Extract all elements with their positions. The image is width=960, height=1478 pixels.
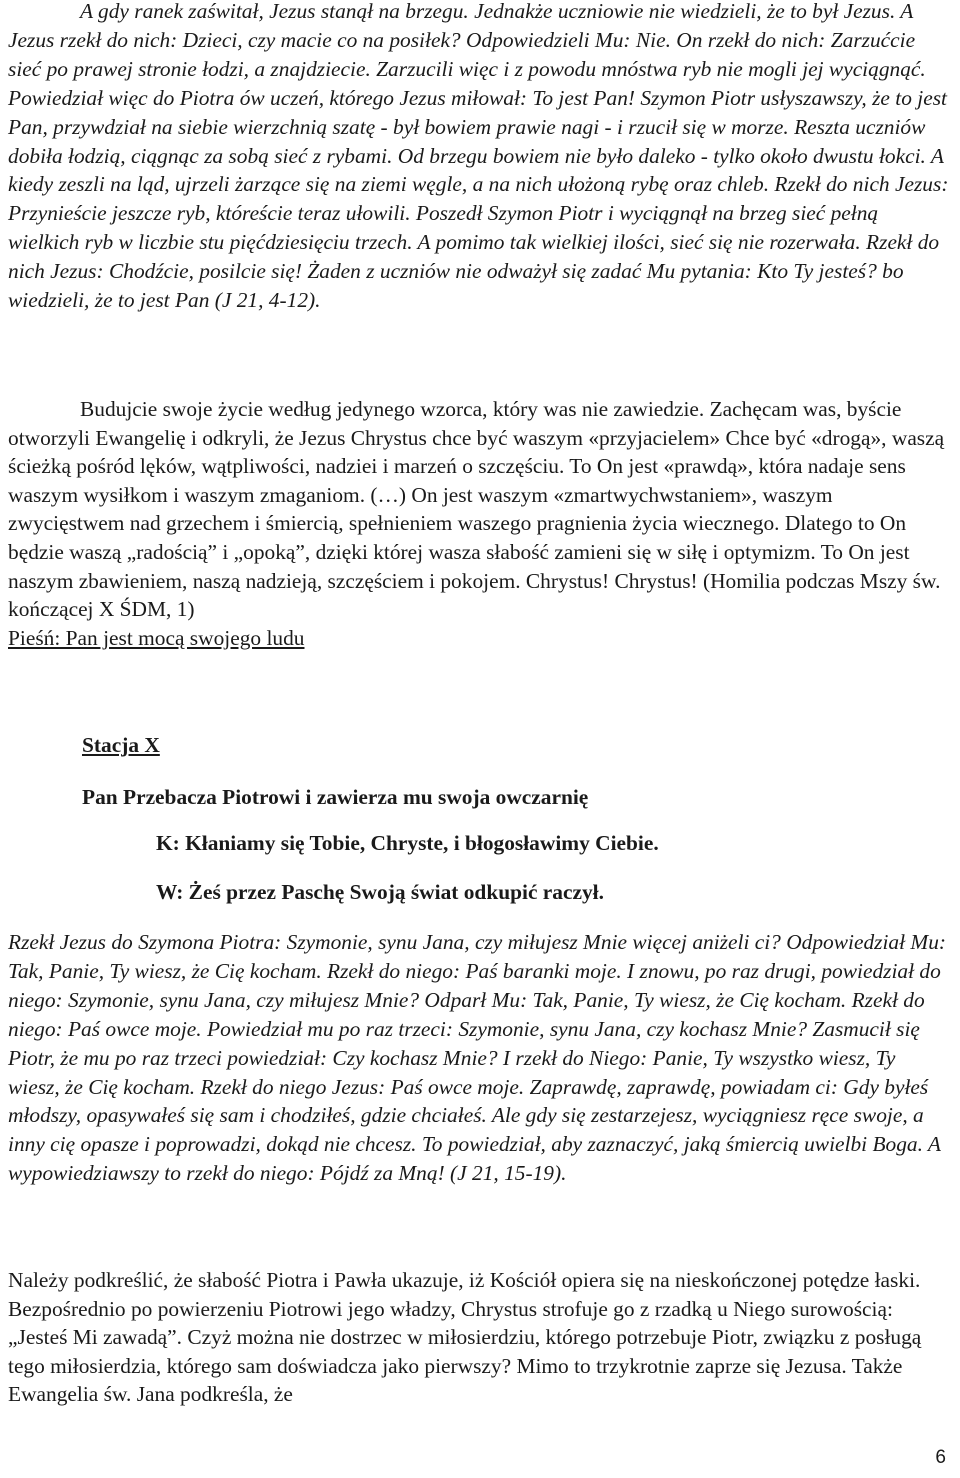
gospel-passage-2 [8, 928, 952, 1188]
gospel-passage-1 [8, 0, 952, 315]
gospel-passage-2-text: Rzekł Jezus do Szymona Piotra: Szymonie, synu Jana, czy miłujesz Mnie więcej aniżeli ci? Odpowiedział Mu: Tak, Panie, Ty wiesz, że Cię kocham. Rzekł do niego: Paś baranki moje. I znowu, po raz drugi, powiedział do niego: Szymonie, synu Jana, czy miłujesz Mnie? Odparł Mu: Tak, Panie, Ty wiesz, że Cię kocham. Rzekł do niego: Paś owce moje. Powiedział mu po raz trzeci: Szymonie, synu Jana, czy kochasz Mnie? Zasmucił się Piotr, że mu po raz trzeci powiedział: Czy kochasz Mnie? I rzekł do Niego: Panie, Ty wszystko wiesz, Ty wiesz, że Cię kocham. Rzekł do niego Jezus: Paś owce moje. Zaprawdę, zaprawdę, powiadam ci: Gdy byłeś młodszy, opasywałeś się sam i chodziłeś, gdzie chciałeś. Ale gdy się zestarzejesz, wyciągniesz ręce swoje, a inny cię opasze i poprowadzi, dokąd nie chcesz. To powiedział, aby zaznaczyć, jaką śmiercią uwielbi Boga. A wypowiedziawszy to rzekł do niego: Pójdź za Mną! (J 21, 15-19). [8, 930, 947, 1186]
response-w: W: Żeś przez Paschę Swoją świat odkupić raczył. [156, 880, 604, 904]
response-k: K: Kłaniamy się Tobie, Chryste, i błogosławimy Ciebie. [156, 831, 659, 855]
page-number: 6 [935, 1447, 946, 1468]
gospel-passage-1-text: A gdy ranek zaświtał, Jezus stanął na brzegu. Jednakże uczniowie nie wiedzieli, że to był Jezus. A Jezus rzekł do nich: Dzieci, czy macie co na posiłek? Odpowiedzieli Mu: Nie. On rzekł do nich: Zarzućcie sieć po prawej stronie łodzi, a znajdziecie. Zarzucili więc i z powodu mnóstwa ryb nie mogli jej wyciągnąć. Powiedział więc do Piotra ów uczeń, którego Jezus miłował: To jest Pan! Szymon Piotr usłyszawszy, że to jest Pan, przywdział na siebie wierzchnią szatę - był bowiem prawie nagi - i rzucił się w morze. Reszta uczniów dobiła łodzią, ciągnąc za sobą sieć z rybami. Od brzegu bowiem nie było daleko - tylko około dwustu łokci. A kiedy zeszli na ląd, ujrzeli żarzące się na ziemi węgle, a na nich ułożoną rybę oraz chleb. Rzekł do nich Jezus: Przynieście jeszcze ryb, któreście teraz ułowili. Poszedł Szymon Piotr i wyciągnął na brzeg sieć pełną wielkich ryb w liczbie stu pięćdziesięciu trzech. A pomimo tak wielkiej ilości, sieć się nie rozerwała. Rzekł do nich Jezus: Chodźcie, posilcie się! Żaden z uczniów nie odważył się zadać Mu pytania: Kto Ty jesteś? bo wiedzieli, że to jest Pan (J 21, 4-12). [8, 0, 949, 313]
homily-paragraph-1 [8, 395, 952, 652]
homily-1-text: Budujcie swoje życie według jedynego wzorca, który was nie zawiedzie. Zachęcam was, byście otworzyli Ewangelię i odkryli, że Jezus Chrystus chce być waszym «przyjacielem» Chce być «drogą», waszą ścieżką pośród lęków, wątpliwości, nadziei i marzeń o szczęściu. To On jest «prawdą», która nadaje sens waszym wysiłkom i waszym zmaganiom. (…) On jest waszym «zmartwychwstaniem», waszym zwycięstwem nad grzechem i śmiercią, spełnieniem waszego pragnienia życia wiecznego. Dlatego to On będzie waszą „radością” i „opoką”, dzięki której wasza słabość zamieni się w siłę i optymizm. To On jest naszym zbawieniem, naszą nadzieją, szczęściem i pokojem. Chrystus! Chrystus! (Homilia podczas Mszy św. kończącej X ŚDM, 1) [8, 397, 945, 622]
song-title: Pieśń: Pan jest mocą swojego ludu [8, 625, 305, 650]
station-title: Stacja X [82, 733, 160, 757]
homily-paragraph-2 [8, 1266, 952, 1409]
station-subtitle: Pan Przebacza Piotrowi i zawierza mu swoja owczarnię [82, 785, 589, 809]
homily-2-text: Należy podkreślić, że słabość Piotra i Pawła ukazuje, iż Kościół opiera się na nieskończonej potędze łaski. Bezpośrednio po powierzeniu Piotrowi jego władzy, Chrystus strofuje go z rzadką u Niego surowością: „Jesteś Mi zawadą”. Czyż można nie dostrzec w miłosierdziu, którego potrzebuje Piotr, związku z posługą tego miłosierdzia, którego sam doświadcza jako pierwszy? Mimo to trzykrotnie zaprze się Jezusa. Także Ewangelia św. Jana podkreśla, że [8, 1268, 922, 1407]
